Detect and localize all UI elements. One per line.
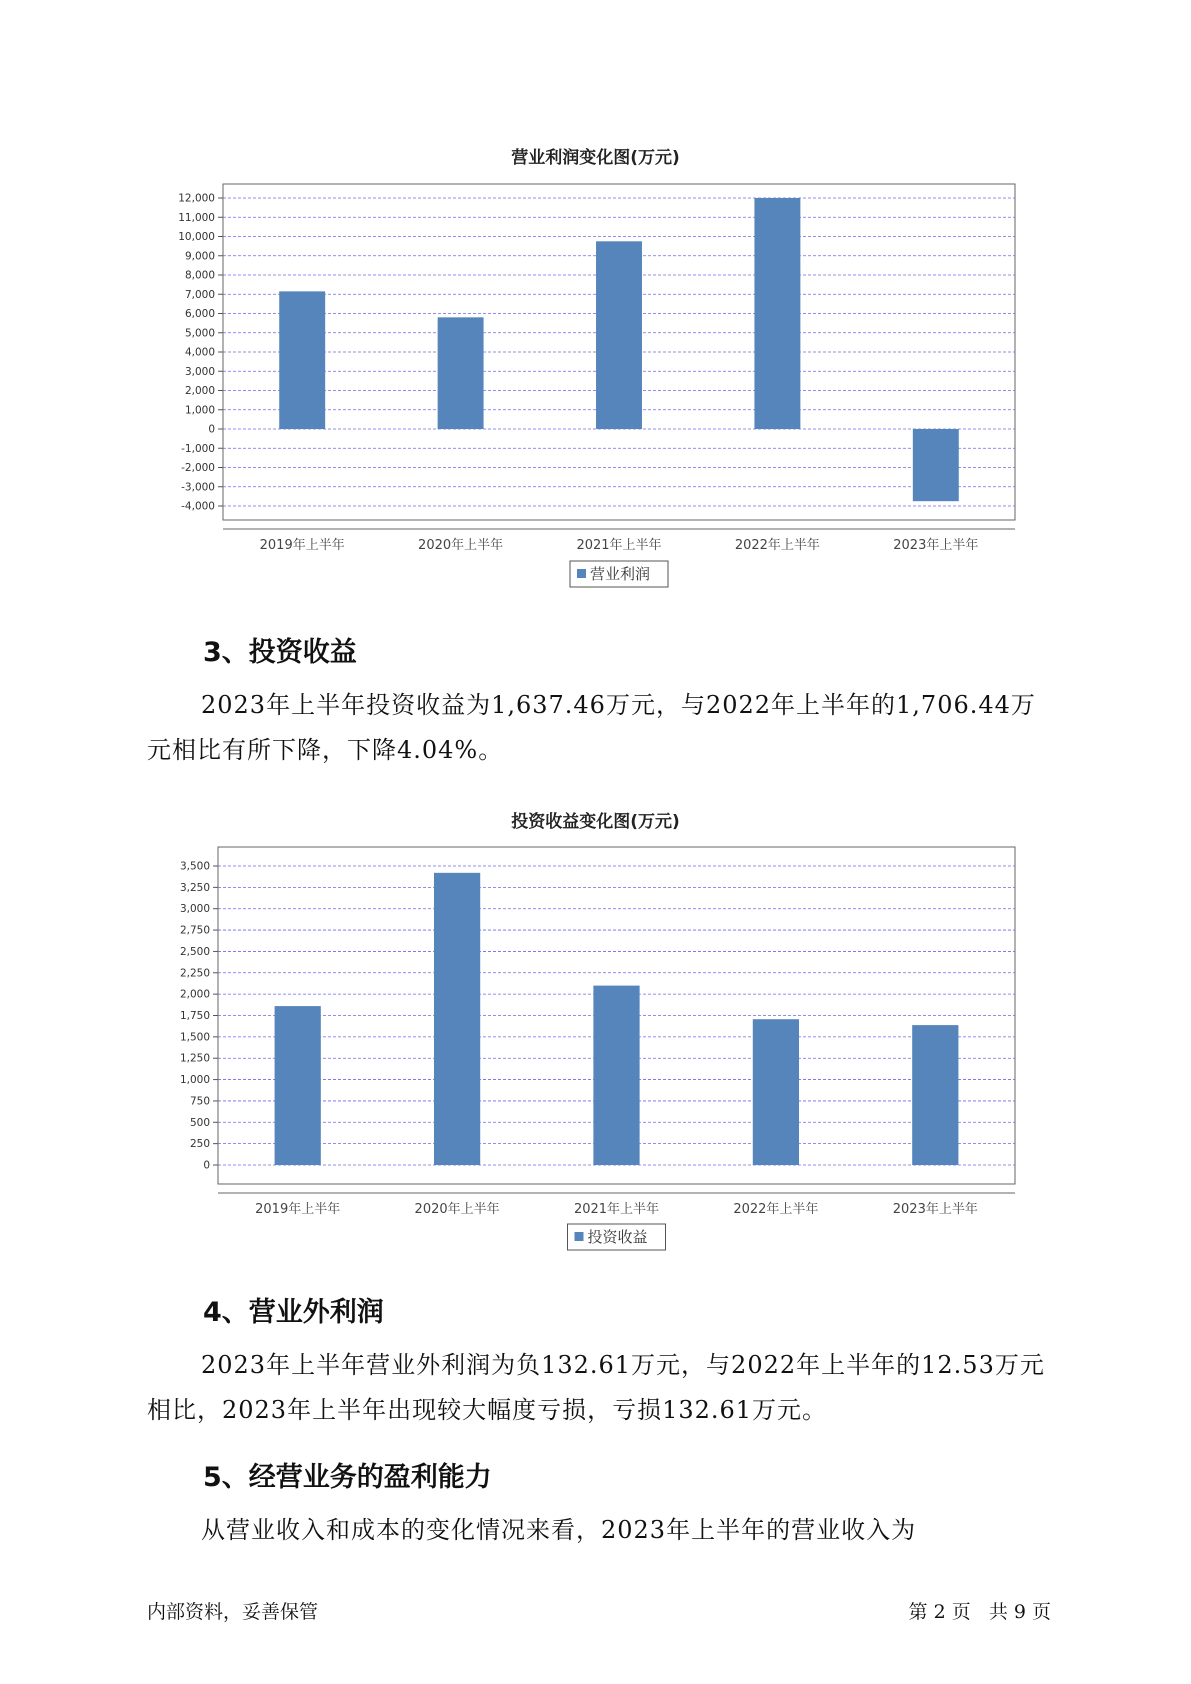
y-tick-label: 500 [189,1116,210,1129]
section-3-paragraph: 2023年上半年投资收益为1,637.46万元，与2022年上半年的1,706.44万元相比有所下降，下降4.04%。 [147,691,1036,764]
y-tick-label: 9,000 [184,250,215,263]
y-tick-label: 8,000 [184,269,215,282]
investment-income-chart [0,835,1191,1255]
section-4-paragraph: 2023年上半年营业外利润为负132.61万元，与2022年上半年的12.53万元相比，2023年上半年出现较大幅度亏损，亏损132.61万元。 [147,1351,1045,1424]
bar [434,873,480,1165]
y-tick-label: 0 [208,423,215,436]
x-tick-label: 2021年上半年 [576,538,662,553]
x-tick-label: 2022年上半年 [734,538,820,553]
y-tick-label: 2,250 [179,967,210,980]
bar [754,198,800,429]
bar [913,429,959,501]
bar [279,291,325,429]
chart1-title: 营业利润变化图(万元) [511,148,680,168]
bar [596,241,642,429]
y-tick-label: 1,250 [179,1052,210,1065]
y-tick-label: 2,750 [179,924,210,937]
section-5-heading: 5、经营业务的盈利能力 [203,1462,492,1493]
x-tick-label: 2019年上半年 [259,538,345,553]
y-tick-label: -2,000 [181,462,215,474]
x-tick-label: 2019年上半年 [255,1202,341,1217]
legend-swatch [577,569,586,578]
y-tick-label: 4,000 [184,346,215,359]
y-tick-label: 3,000 [184,365,215,378]
footer-page-number: 第 2 页 共 9 页 [908,1601,1051,1623]
y-tick-label: 2,000 [184,385,215,397]
y-tick-label: 250 [189,1138,210,1151]
y-tick-label: -3,000 [181,481,215,494]
x-tick-label: 2023年上半年 [892,1202,978,1217]
bar [753,1019,799,1165]
y-tick-label: 5,000 [184,327,215,340]
y-tick-label: 1,000 [184,404,215,417]
legend-swatch [575,1232,584,1241]
section-3-heading: 3、投资收益 [203,637,357,668]
y-tick-label: 750 [189,1095,210,1108]
y-tick-label: 2,500 [179,945,210,958]
y-tick-label: -1,000 [181,442,215,455]
footer-confidential: 内部资料，妥善保管 [147,1601,319,1623]
y-tick-label: 12,000 [178,192,215,205]
y-tick-label: 10,000 [178,231,215,243]
y-tick-label: 1,500 [179,1031,210,1044]
y-tick-label: 1,000 [179,1074,210,1087]
y-tick-label: -4,000 [181,500,215,513]
x-tick-label: 2022年上半年 [733,1202,819,1217]
y-tick-label: 11,000 [178,211,215,224]
x-tick-label: 2020年上半年 [418,538,504,553]
operating-profit-chart [0,170,1191,590]
section-4-heading: 4、营业外利润 [203,1297,384,1328]
x-tick-label: 2023年上半年 [893,538,979,553]
x-tick-label: 2020年上半年 [414,1202,500,1217]
y-tick-label: 3,000 [179,903,210,916]
section-5-paragraph: 从营业收入和成本的变化情况来看，2023年上半年的营业收入为 [201,1516,917,1544]
y-tick-label: 0 [203,1159,210,1172]
y-tick-label: 2,000 [179,988,210,1001]
legend-label: 营业利润 [590,565,651,583]
chart2-title: 投资收益变化图(万元) [511,812,680,832]
bar [275,1006,321,1165]
y-tick-label: 7,000 [184,288,215,301]
x-tick-label: 2021年上半年 [573,1202,660,1217]
y-tick-label: 3,500 [179,860,210,873]
y-tick-label: 6,000 [184,308,215,320]
y-tick-label: 1,750 [179,1010,210,1022]
legend-label: 投资收益 [587,1228,648,1246]
bar [438,317,484,429]
bar [912,1025,958,1165]
bar [593,986,639,1165]
y-tick-label: 3,250 [179,881,210,894]
